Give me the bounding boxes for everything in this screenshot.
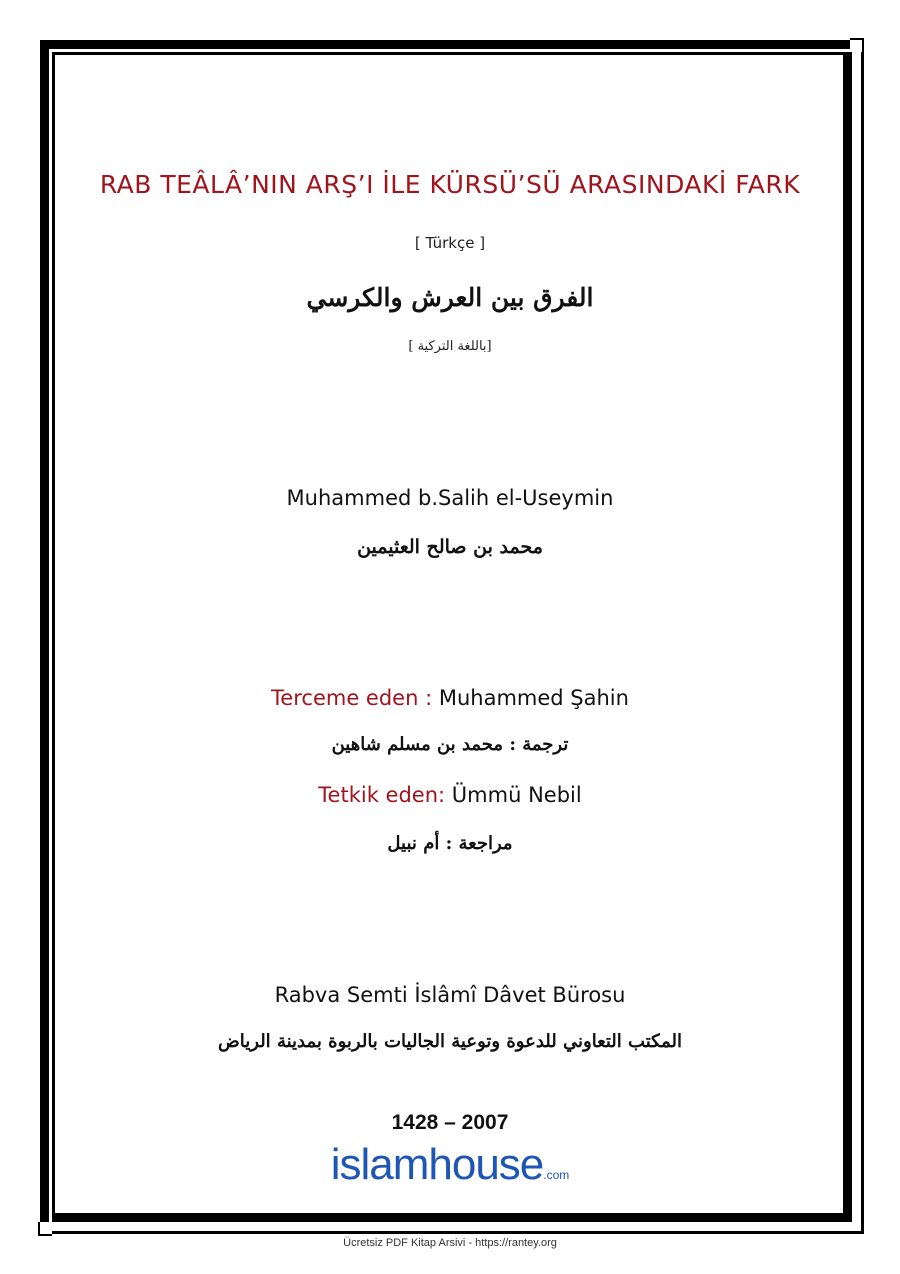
border-corner-top-right (850, 38, 864, 52)
arabic-translator: ترجمة : محمد بن مسلم شاهين (331, 734, 569, 755)
logo-main-text: islamhouse (330, 1140, 544, 1189)
translator-name: Muhammed Şahin (438, 686, 629, 710)
publication-year: 1428 – 2007 (391, 1111, 509, 1134)
arabic-reviewer: مراجعة : أم نبيل (387, 833, 513, 854)
reviewer-label: Tetkik eden: (318, 783, 446, 807)
publisher-office: Rabva Semti İslâmî Dâvet Bürosu (274, 983, 626, 1007)
author-name: Muhammed b.Salih el-Useymin (286, 486, 614, 510)
logo-suffix-text: .com (543, 1168, 570, 1182)
arabic-title: الفرق بين العرش والكرسي (306, 283, 594, 312)
reviewer-line (0, 783, 900, 807)
translator-label: Terceme eden : (271, 686, 433, 710)
translator-line (0, 686, 900, 710)
border-corner-bottom-left (38, 1222, 52, 1236)
reviewer-name: Ümmü Nebil (451, 783, 582, 807)
arabic-author-name: محمد بن صالح العثيمين (357, 536, 543, 558)
book-title: RAB TEÂLÂ’NIN ARŞ’I İLE KÜRSÜ’SÜ ARASINDAKİ FARK (99, 170, 801, 199)
footer-note: Ücretsiz PDF Kitap Arsivi - https://rantey.org (343, 1237, 557, 1249)
arabic-language-label: [باللغة التركية ] (408, 339, 492, 354)
islamhouse-logo (0, 1140, 900, 1190)
arabic-publisher-office: المكتب التعاوني للدعوة وتوعية الجاليات بالربوة بمدينة الرياض (218, 1031, 682, 1052)
language-label: [ Türkçe ] (414, 234, 486, 252)
